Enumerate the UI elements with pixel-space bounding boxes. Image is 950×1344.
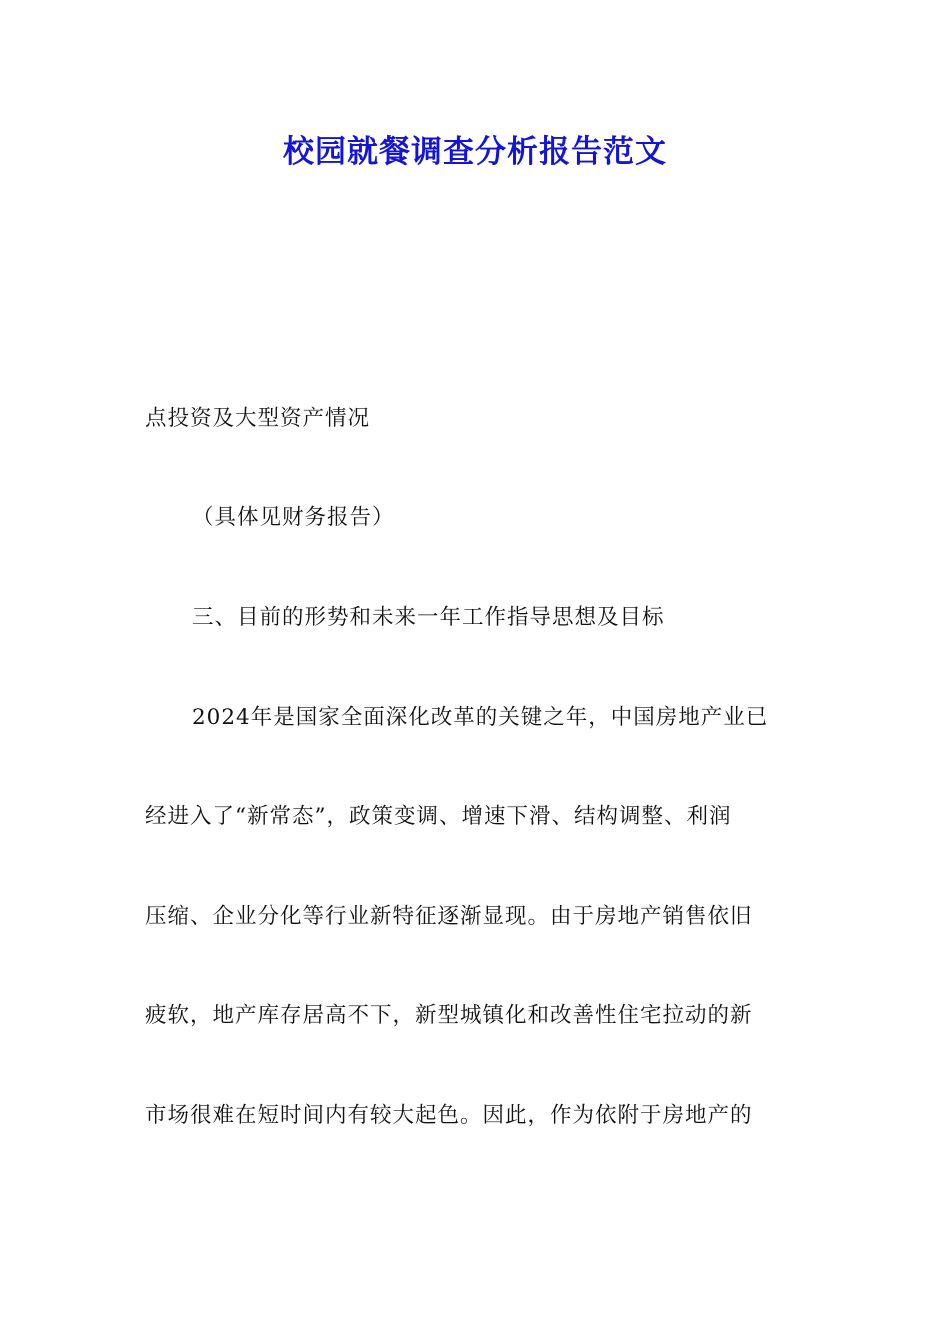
text-line-5: 经进入了“新常态”，政策变调、增速下滑、结构调整、利润 xyxy=(145,804,732,829)
text-line-4: 2024年是国家全面深化改革的关键之年，中国房地产业已 xyxy=(192,705,769,730)
text-line-2: （具体见财务报告） xyxy=(192,505,395,530)
text-line-8: 市场很难在短时间内有较大起色。因此，作为依附于房地产的 xyxy=(145,1103,753,1128)
text-line-3: 三、目前的形势和未来一年工作指导思想及目标 xyxy=(192,605,665,630)
text-line-7: 疲软，地产库存居高不下，新型城镇化和改善性住宅拉动的新 xyxy=(145,1003,753,1028)
document-title: 校园就餐调查分析报告范文 xyxy=(283,134,667,170)
text-line-1: 点投资及大型资产情况 xyxy=(145,406,371,431)
text-line-6: 压缩、企业分化等行业新特征逐渐显现。由于房地产销售依旧 xyxy=(145,904,753,929)
